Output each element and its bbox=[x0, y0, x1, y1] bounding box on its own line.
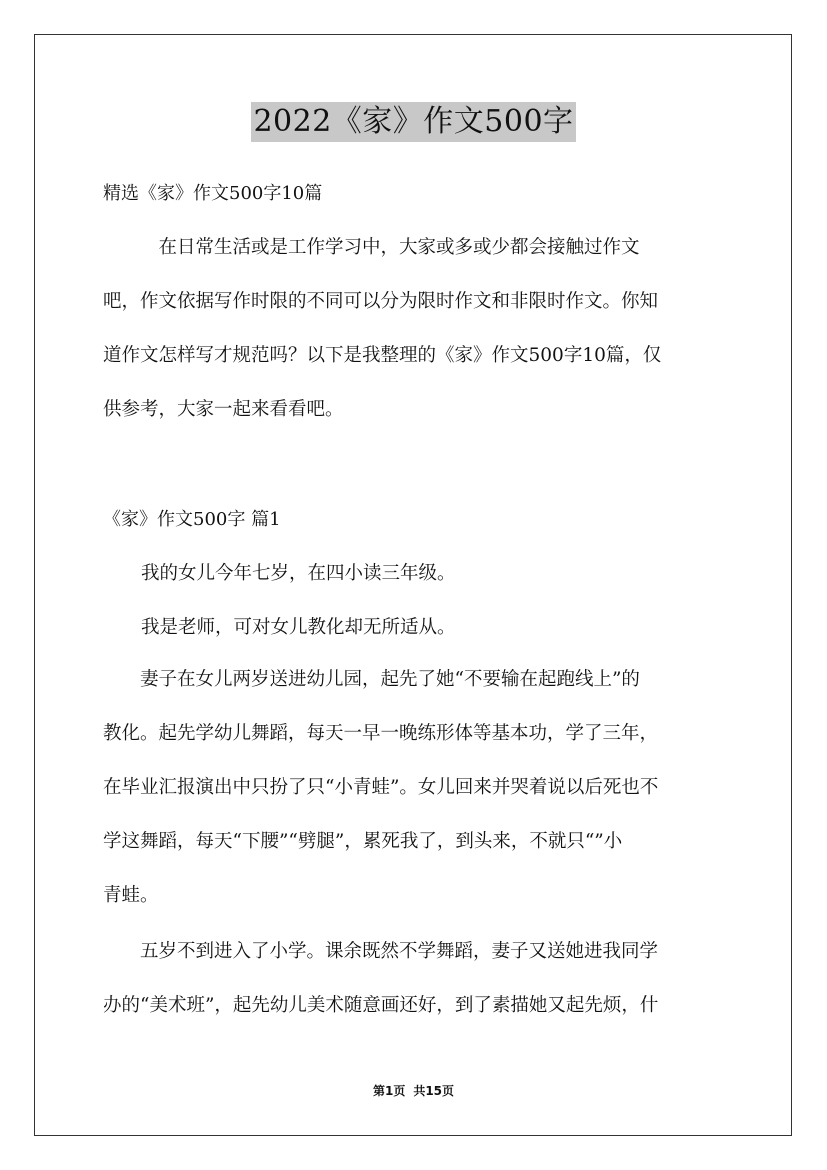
section-heading: 《家》作文500字 篇1 bbox=[103, 509, 281, 530]
title-container bbox=[0, 102, 827, 142]
paragraph-1: 我的女儿今年七岁，在四小读三年级。 bbox=[141, 563, 456, 584]
paragraph-4 bbox=[103, 938, 658, 1046]
document-subtitle: 精选《家》作文500字10篇 bbox=[103, 183, 323, 204]
page-number: 第1页 bbox=[372, 1084, 406, 1098]
paragraph-2: 我是老师，可对女儿教化却无所适从。 bbox=[141, 617, 456, 638]
paragraph-line: 青蛙。 bbox=[103, 885, 159, 906]
page-footer bbox=[0, 1083, 827, 1099]
paragraph-line: 妻子在女儿两岁送进幼儿园，起先了她“不要输在起跑线上”的 bbox=[103, 669, 640, 690]
paragraph-line: 办的“美术班”，起先幼儿美术随意画还好，到了素描她又起先烦，什 bbox=[103, 995, 659, 1016]
intro-line: 在日常生活或是工作学习中，大家或多或少都会接触过作文 bbox=[103, 237, 640, 258]
intro-line: 道作文怎样写才规范吗？以下是我整理的《家》作文500字10篇，仅 bbox=[103, 345, 662, 366]
paragraph-line: 在毕业汇报演出中只扮了只“小青蛙”。女儿回来并哭着说以后死也不 bbox=[103, 777, 659, 798]
document-title: 2022《家》作文500字 bbox=[251, 102, 575, 142]
intro-paragraph bbox=[103, 234, 727, 450]
paragraph-3 bbox=[103, 666, 658, 936]
paragraph-line: 五岁不到进入了小学。课余既然不学舞蹈，妻子又送她进我同学 bbox=[103, 941, 659, 962]
intro-line: 吧，作文依据写作时限的不同可以分为限时作文和非限时作文。你知 bbox=[103, 291, 659, 312]
paragraph-line: 教化。起先学幼儿舞蹈，每天一早一晚练形体等基本功，学了三年， bbox=[103, 723, 659, 744]
paragraph-line: 学这舞蹈，每天“下腰”“劈腿”，累死我了，到头来，不就只“”小 bbox=[103, 831, 623, 852]
intro-line: 供参考，大家一起来看看吧。 bbox=[103, 399, 344, 420]
page-total: 共15页 bbox=[413, 1084, 455, 1098]
